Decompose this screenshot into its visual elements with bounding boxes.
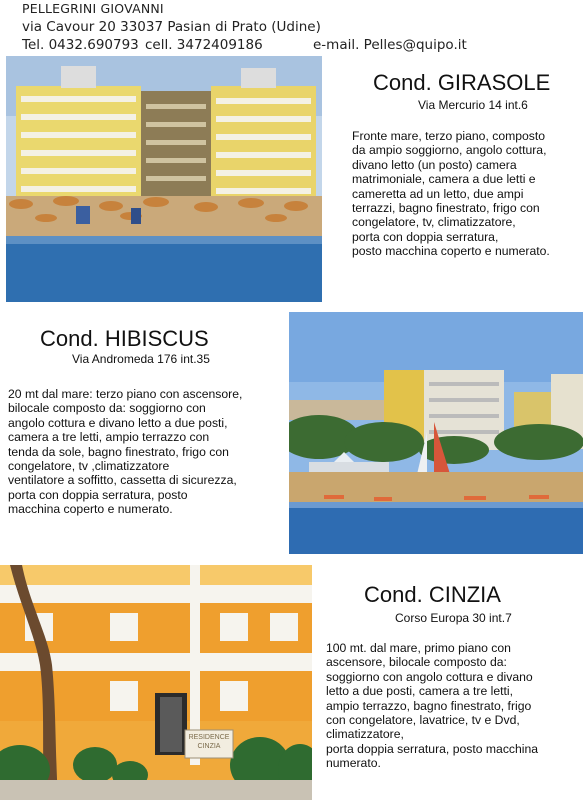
contact-line — [22, 36, 582, 54]
description-line: ventilatore a soffitto, cassetta di sicurezza, — [8, 473, 237, 488]
description-line: camera a tre letti, ampio terrazzo con — [8, 430, 210, 445]
description-line: angolo cottura e divano letto a due posti, — [8, 415, 228, 430]
cinzia-address: Corso Europa 30 int.7 — [395, 611, 512, 625]
owner-name: PELLEGRINI GIOVANNI — [22, 1, 164, 16]
girasole-address: Via Mercurio 14 int.6 — [418, 98, 528, 112]
description-line: tenda da sole, bagno finestrato, frigo con — [8, 444, 229, 459]
description-line: macchina coperto e numerato. — [8, 502, 173, 517]
girasole-title: Cond. GIRASOLE — [373, 70, 551, 95]
description-line: posto macchina coperto e numerato. — [352, 244, 550, 259]
cinzia-description — [326, 641, 584, 771]
letterhead — [22, 0, 582, 54]
description-line: climatizzatore, — [326, 727, 404, 742]
description-line: ampio terrazzo, bagno finestrato, frigo — [326, 698, 532, 713]
description-line: congelatore, tv, climatizzatore, — [352, 215, 516, 230]
hibiscus-photo — [289, 312, 583, 554]
girasole-description — [352, 129, 585, 259]
description-line: numerato. — [326, 756, 381, 771]
description-line: Fronte mare, terzo piano, composto — [352, 129, 546, 143]
description-line: 20 mt dal mare: terzo piano con ascensore, — [8, 387, 243, 401]
description-line: bilocale composto da: soggiorno con — [8, 401, 206, 416]
description-line: 100 mt. dal mare, primo piano con — [326, 641, 511, 655]
owner-address: via Cavour 20 33037 Pasian di Prato (Udine) — [22, 19, 321, 35]
description-line: con congelatore, lavatrice, tv e Dvd, — [326, 713, 520, 728]
description-line: porta con doppia serratura, posto — [8, 487, 188, 502]
telephone: Tel. 0432.690793 — [22, 37, 139, 53]
description-line: divano letto (un posto) camera — [352, 157, 517, 172]
description-line: congelatore, tv ,climatizzatore — [8, 459, 170, 474]
description-line: matrimoniale, camera a due letti e — [352, 172, 536, 187]
cinzia-title: Cond. CINZIA — [364, 582, 501, 607]
hibiscus-title: Cond. HIBISCUS — [40, 326, 209, 351]
residence-sign: RESIDENCE CINZIA — [188, 734, 230, 750]
description-line: da ampio soggiorno, angolo cottura, — [352, 143, 547, 158]
description-line: porta con doppia serratura, — [352, 229, 499, 244]
hibiscus-address: Via Andromeda 176 int.35 — [72, 352, 210, 366]
description-line: letto a due posti, camera a tre letti, — [326, 684, 513, 699]
description-line: cameretta ad un letto, due ampi — [352, 186, 524, 201]
description-line: terrazzi, bagno finestrato, frigo con — [352, 201, 540, 216]
girasole-photo — [6, 56, 322, 302]
description-line: soggiorno con angolo cottura e divano — [326, 669, 533, 684]
cellphone: cell. 3472409186 — [145, 37, 263, 53]
email-address: e-mail. Pelles@quipo.it — [313, 37, 467, 53]
hibiscus-description — [8, 387, 286, 517]
cinzia-photo — [0, 565, 312, 800]
description-line: porta doppia serratura, posto macchina — [326, 741, 539, 756]
description-line: ascensore, bilocale composto da: — [326, 655, 507, 670]
